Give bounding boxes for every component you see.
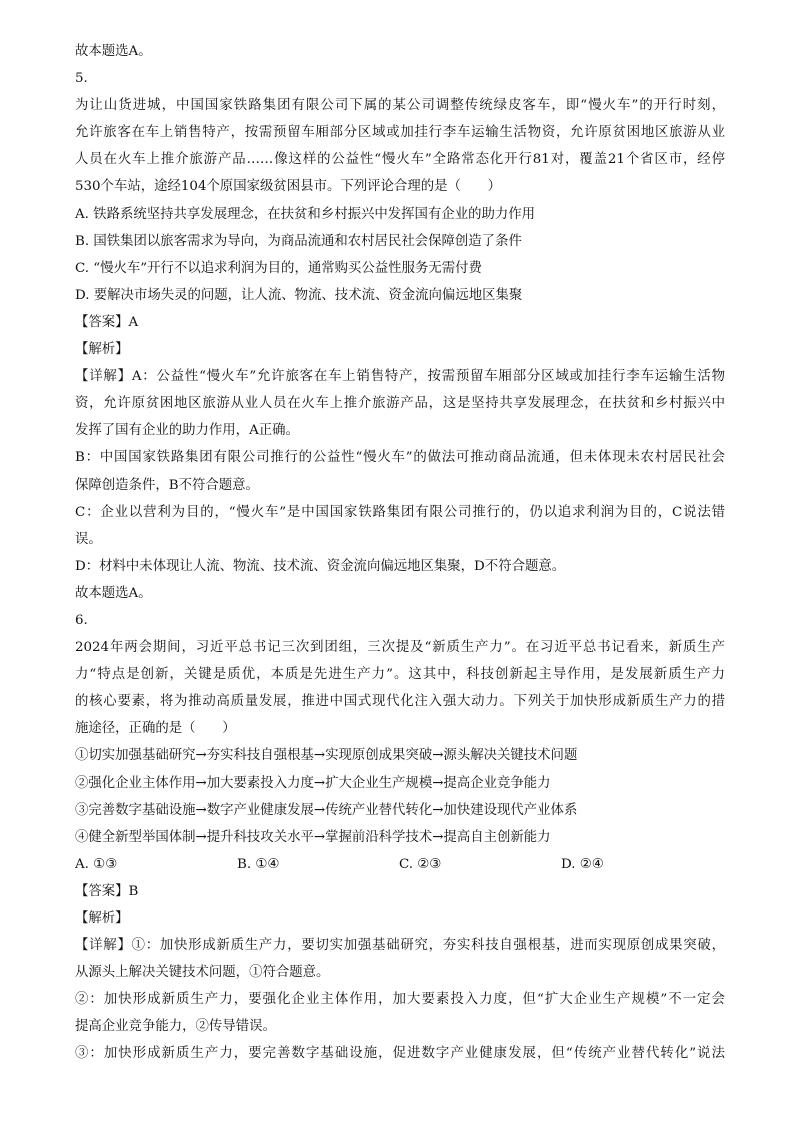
analysis-label: 【解析】 xyxy=(75,911,129,926)
text-line: ③：加快形成新质生产力，要完善数字基础设施，促进数字产业健康发展，但“传统产业替代转化”说法 xyxy=(75,1046,725,1062)
text-line: 资，允许原贫困地区旅游从业人员在火车上推介旅游产品，这是坚持共享发展理念，在扶贫和乡村振兴中 xyxy=(75,396,725,412)
statement-3: ③完善数字基础设施→数字产业健康发展→传统产业替代转化→加快建设现代产业体系 xyxy=(75,802,578,818)
text-line: 提高企业竞争能力，②传导错误。 xyxy=(75,1019,276,1035)
statement-1: ①切实加强基础研究→夯实科技自强根基→实现原创成果突破→源头解决关键技术问题 xyxy=(75,748,578,764)
text-line: 的核心要素，将为推动高质量发展，推进中国式现代化注入强大动力。下列关于加快形成新质生产力的措 xyxy=(75,694,725,710)
text-line: 力“特点是创新，关键是质优，本质是先进生产力”。这其中，科技创新起主导作用，是发展新质生产力 xyxy=(75,667,725,683)
text-line: 施途径，正确的是（ ） xyxy=(75,721,236,737)
options-row xyxy=(75,851,725,878)
text-line: C：企业以营利为目的，“慢火车”是中国国家铁路集团有限公司推行的，仍以追求利润为目的，C说法错 xyxy=(75,504,725,520)
text-line: 人员在火车上推介旅游产品……像这样的公益性“慢火车”全路常态化开行81对，覆盖21个省区市，经停 xyxy=(75,152,725,168)
statement-4: ④健全新型举国体制→提升科技攻关水平→掌握前沿科学技术→提高自主创新能力 xyxy=(75,829,551,845)
text-line: 保障创造条件，B不符合题意。 xyxy=(75,477,259,493)
option-b: B. 国铁集团以旅客需求为导向，为商品流通和农村居民社会保障创造了条件 xyxy=(75,233,522,249)
option-c: C. ②③ xyxy=(399,856,442,872)
text-line: 故本题选A。 xyxy=(75,585,152,601)
text-line: 从源头上解决关键技术问题，①符合题意。 xyxy=(75,965,330,981)
text-line: 530个车站，途经104个原国家级贫困县市。下列评论合理的是（ ） xyxy=(75,179,502,195)
question-number: 5. xyxy=(75,71,88,87)
option-a: A. ①③ xyxy=(75,856,118,872)
text-line: 发挥了国有企业的助力作用，A正确。 xyxy=(75,423,299,439)
text-line: 误。 xyxy=(75,531,102,547)
text-line: D：材料中未体现让人流、物流、技术流、资金流向偏远地区集聚，D不符合题意。 xyxy=(75,558,566,574)
text-line: 2024年两会期间，习近平总书记三次到团组，三次提及“新质生产力”。在习近平总书记看来，新质生产 xyxy=(75,640,725,656)
document-page xyxy=(75,38,725,1068)
text-line: ②：加快形成新质生产力，要强化企业主体作用，加大要素投入力度，但“扩大企业生产规模”不一定会 xyxy=(75,992,725,1008)
answer-label: 【答案】A xyxy=(75,314,139,330)
statement-2: ②强化企业主体作用→加大要素投入力度→扩大企业生产规模→提高企业竞争能力 xyxy=(75,775,551,791)
analysis-label: 【解析】 xyxy=(75,342,129,358)
answer-label: 【答案】B xyxy=(75,883,139,899)
option-b: B. ①④ xyxy=(237,856,280,872)
option-c: C. “慢火车”开行不以追求利润为目的，通常购买公益性服务无需付费 xyxy=(75,260,482,276)
text-line: 【详解】A：公益性“慢火车”允许旅客在车上销售特产，按需预留车厢部分区域或加挂行李车运输生活物 xyxy=(75,369,725,385)
text-line: 故本题选A。 xyxy=(75,44,152,59)
text-line: 【详解】①：加快形成新质生产力，要切实加强基础研究，夯实科技自强根基，进而实现原创成果突破， xyxy=(75,938,725,954)
text-line: 为让山货进城，中国国家铁路集团有限公司下属的某公司调整传统绿皮客车，即“慢火车”的开行时刻， xyxy=(75,98,725,114)
text-line: B：中国国家铁路集团有限公司推行的公益性“慢火车”的做法可推动商品流通，但未体现未农村居民社会 xyxy=(75,450,725,466)
option-a: A. 铁路系统坚持共享发展理念，在扶贫和乡村振兴中发挥国有企业的助力作用 xyxy=(75,206,536,222)
question-number: 6. xyxy=(75,612,88,628)
option-d: D. 要解决市场失灵的问题，让人流、物流、技术流、资金流向偏远地区集聚 xyxy=(75,287,523,303)
text-line: 允许旅客在车上销售特产，按需预留车厢部分区域或加挂行李车运输生活物资，允许原贫困地区旅游从业 xyxy=(75,125,725,141)
option-d: D. ②④ xyxy=(561,856,604,872)
